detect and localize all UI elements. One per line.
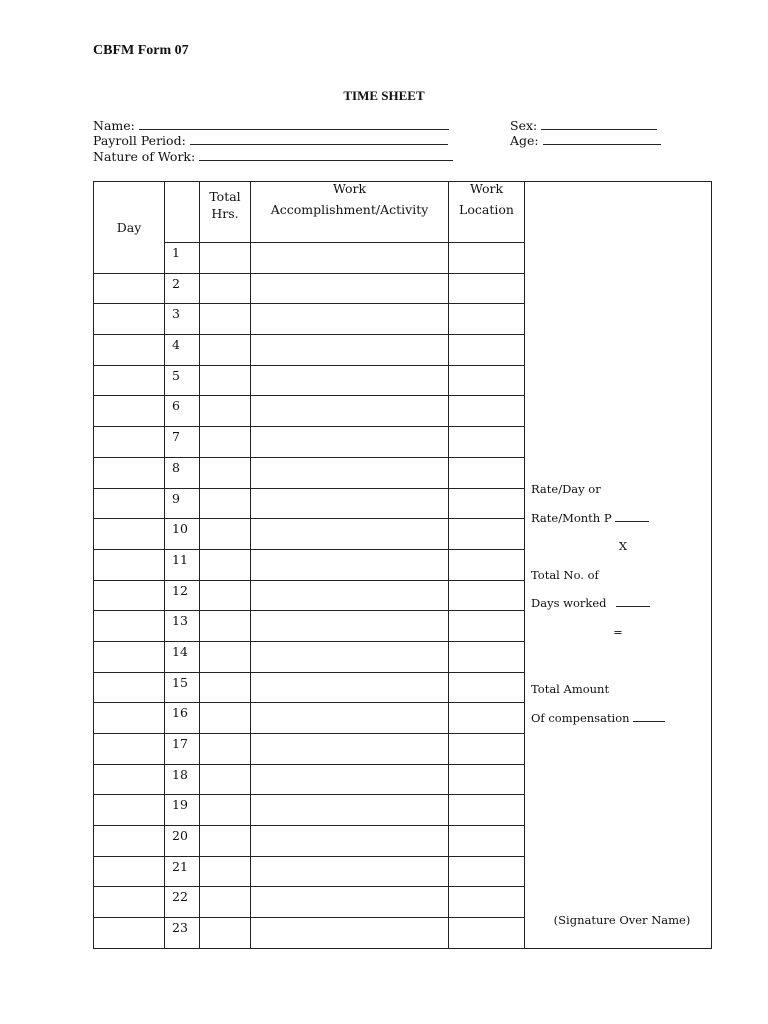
day-number: 3: [165, 304, 200, 335]
work-cell[interactable]: [251, 519, 449, 550]
signature-label: (Signature Over Name): [553, 913, 691, 927]
total-hrs-cell[interactable]: [200, 304, 251, 335]
work-cell[interactable]: [251, 365, 449, 396]
day-number: 1: [165, 243, 200, 274]
day-number: 23: [165, 918, 200, 949]
location-header: [449, 182, 525, 243]
nature-of-work-field: [93, 149, 453, 164]
day-number: 16: [165, 703, 200, 734]
day-number: 12: [165, 580, 200, 611]
work-cell[interactable]: [251, 887, 449, 918]
sex-blank[interactable]: [541, 118, 657, 130]
compensation-blank[interactable]: [633, 711, 665, 722]
day-number: 9: [165, 488, 200, 519]
location-cell[interactable]: [449, 365, 525, 396]
day-number-header: [165, 182, 200, 243]
day-header-label: Day: [116, 219, 142, 235]
work-cell[interactable]: [251, 764, 449, 795]
days-worked-blank[interactable]: [616, 596, 650, 607]
day-number: 14: [165, 641, 200, 672]
work-cell[interactable]: [251, 243, 449, 274]
total-hrs-label-2: Hrs.: [211, 206, 239, 221]
days-worked-label: Days worked: [531, 596, 607, 610]
day-cell[interactable]: [94, 335, 165, 366]
total-hrs-cell[interactable]: [200, 795, 251, 826]
day-number: 10: [165, 519, 200, 550]
day-number: 15: [165, 672, 200, 703]
work-cell[interactable]: [251, 273, 449, 304]
total-hrs-cell[interactable]: [200, 918, 251, 949]
location-cell[interactable]: [449, 918, 525, 949]
total-no-label: Total No. of: [531, 568, 599, 582]
location-cell[interactable]: [449, 519, 525, 550]
day-number: 5: [165, 365, 200, 396]
total-hrs-cell[interactable]: [200, 856, 251, 887]
location-cell[interactable]: [449, 427, 525, 458]
day-number: 7: [165, 427, 200, 458]
age-field: [510, 133, 661, 148]
day-number: 20: [165, 826, 200, 857]
page-title: TIME SHEET: [343, 88, 425, 103]
day-cell[interactable]: [94, 488, 165, 519]
compensation-label: Of compensation: [531, 711, 630, 725]
total-hrs-cell[interactable]: [200, 641, 251, 672]
work-cell[interactable]: [251, 734, 449, 765]
work-cell[interactable]: [251, 856, 449, 887]
total-hrs-cell[interactable]: [200, 580, 251, 611]
day-cell[interactable]: [94, 304, 165, 335]
total-hrs-cell[interactable]: [200, 519, 251, 550]
location-header-label-1: Work: [469, 181, 504, 196]
work-cell[interactable]: [251, 427, 449, 458]
day-number: 21: [165, 856, 200, 887]
day-number: 22: [165, 887, 200, 918]
location-cell[interactable]: [449, 396, 525, 427]
location-cell[interactable]: [449, 457, 525, 488]
work-header-label-1: Work: [332, 181, 367, 196]
total-hrs-cell[interactable]: [200, 243, 251, 274]
total-hrs-label-1: Total: [209, 189, 241, 204]
day-cell[interactable]: [94, 795, 165, 826]
work-cell[interactable]: [251, 795, 449, 826]
total-hrs-cell[interactable]: [200, 457, 251, 488]
sex-field: [510, 118, 657, 133]
day-cell[interactable]: [94, 365, 165, 396]
work-cell[interactable]: [251, 549, 449, 580]
location-cell[interactable]: [449, 887, 525, 918]
work-cell[interactable]: [251, 641, 449, 672]
day-number: 17: [165, 734, 200, 765]
compensation-panel: [525, 182, 712, 949]
total-hrs-cell[interactable]: [200, 335, 251, 366]
day-cell[interactable]: [94, 427, 165, 458]
total-hrs-cell[interactable]: [200, 611, 251, 642]
total-hrs-header: [200, 182, 251, 243]
work-header: [251, 182, 449, 243]
day-cell[interactable]: [94, 273, 165, 304]
location-cell[interactable]: [449, 795, 525, 826]
location-cell[interactable]: [449, 734, 525, 765]
location-cell[interactable]: [449, 335, 525, 366]
total-hrs-cell[interactable]: [200, 734, 251, 765]
payroll-period-field: [93, 133, 448, 148]
work-cell[interactable]: [251, 703, 449, 734]
day-number: 2: [165, 273, 200, 304]
work-cell[interactable]: [251, 304, 449, 335]
day-cell[interactable]: [94, 549, 165, 580]
name-blank[interactable]: [139, 118, 449, 130]
day-number: 13: [165, 611, 200, 642]
day-number: 19: [165, 795, 200, 826]
work-cell[interactable]: [251, 396, 449, 427]
location-cell[interactable]: [449, 764, 525, 795]
day-number: 18: [165, 764, 200, 795]
work-cell[interactable]: [251, 335, 449, 366]
sex-label: Sex:: [510, 118, 538, 133]
day-number: 6: [165, 396, 200, 427]
location-cell[interactable]: [449, 826, 525, 857]
name-label: Name:: [93, 118, 135, 133]
location-cell[interactable]: [449, 856, 525, 887]
work-cell[interactable]: [251, 611, 449, 642]
nature-of-work-blank[interactable]: [199, 149, 453, 161]
payroll-period-label: Payroll Period:: [93, 133, 186, 148]
work-cell[interactable]: [251, 580, 449, 611]
total-hrs-cell[interactable]: [200, 365, 251, 396]
day-header: [94, 182, 165, 274]
equals-sign: =: [613, 625, 623, 639]
header-row: [94, 182, 712, 243]
day-cell[interactable]: [94, 918, 165, 949]
day-cell[interactable]: [94, 703, 165, 734]
day-cell[interactable]: [94, 580, 165, 611]
location-cell[interactable]: [449, 488, 525, 519]
rate-day-label: Rate/Day or: [531, 482, 601, 496]
work-header-label-2: Accomplishment/Activity: [270, 202, 429, 217]
nature-of-work-label: Nature of Work:: [93, 149, 196, 164]
day-cell[interactable]: [94, 764, 165, 795]
total-hrs-cell[interactable]: [200, 764, 251, 795]
name-field: [93, 118, 449, 133]
location-cell[interactable]: [449, 549, 525, 580]
day-cell[interactable]: [94, 826, 165, 857]
day-cell[interactable]: [94, 887, 165, 918]
total-hrs-cell[interactable]: [200, 488, 251, 519]
day-cell[interactable]: [94, 457, 165, 488]
total-hrs-cell[interactable]: [200, 273, 251, 304]
day-number: 4: [165, 335, 200, 366]
total-hrs-cell[interactable]: [200, 427, 251, 458]
work-cell[interactable]: [251, 488, 449, 519]
day-cell[interactable]: [94, 641, 165, 672]
location-cell[interactable]: [449, 273, 525, 304]
location-cell[interactable]: [449, 243, 525, 274]
total-hrs-cell[interactable]: [200, 887, 251, 918]
times-sign: X: [618, 539, 628, 553]
total-hrs-cell[interactable]: [200, 826, 251, 857]
age-label: Age:: [510, 133, 539, 148]
rate-month-label: Rate/Month P: [531, 511, 612, 525]
work-cell[interactable]: [251, 457, 449, 488]
days-worked-row: [531, 596, 650, 610]
day-cell[interactable]: [94, 519, 165, 550]
form-code: CBFM Form 07: [93, 43, 189, 58]
total-amount-label: Total Amount: [531, 682, 610, 696]
total-hrs-cell[interactable]: [200, 549, 251, 580]
location-cell[interactable]: [449, 580, 525, 611]
compensation-row: [531, 711, 665, 725]
time-sheet-table: [93, 181, 712, 949]
day-cell[interactable]: [94, 856, 165, 887]
location-cell[interactable]: [449, 703, 525, 734]
payroll-period-blank[interactable]: [190, 133, 448, 145]
day-cell[interactable]: [94, 734, 165, 765]
total-hrs-cell[interactable]: [200, 672, 251, 703]
total-hrs-cell[interactable]: [200, 396, 251, 427]
rate-month-row: [531, 511, 649, 525]
location-cell[interactable]: [449, 304, 525, 335]
location-cell[interactable]: [449, 611, 525, 642]
location-cell[interactable]: [449, 672, 525, 703]
location-cell[interactable]: [449, 641, 525, 672]
age-blank[interactable]: [543, 133, 661, 145]
day-number: 8: [165, 457, 200, 488]
work-cell[interactable]: [251, 918, 449, 949]
work-cell[interactable]: [251, 672, 449, 703]
day-cell[interactable]: [94, 396, 165, 427]
day-number: 11: [165, 549, 200, 580]
rate-blank[interactable]: [615, 511, 649, 522]
work-cell[interactable]: [251, 826, 449, 857]
total-hrs-cell[interactable]: [200, 703, 251, 734]
day-cell[interactable]: [94, 672, 165, 703]
location-header-label-2: Location: [459, 202, 514, 217]
day-cell[interactable]: [94, 611, 165, 642]
